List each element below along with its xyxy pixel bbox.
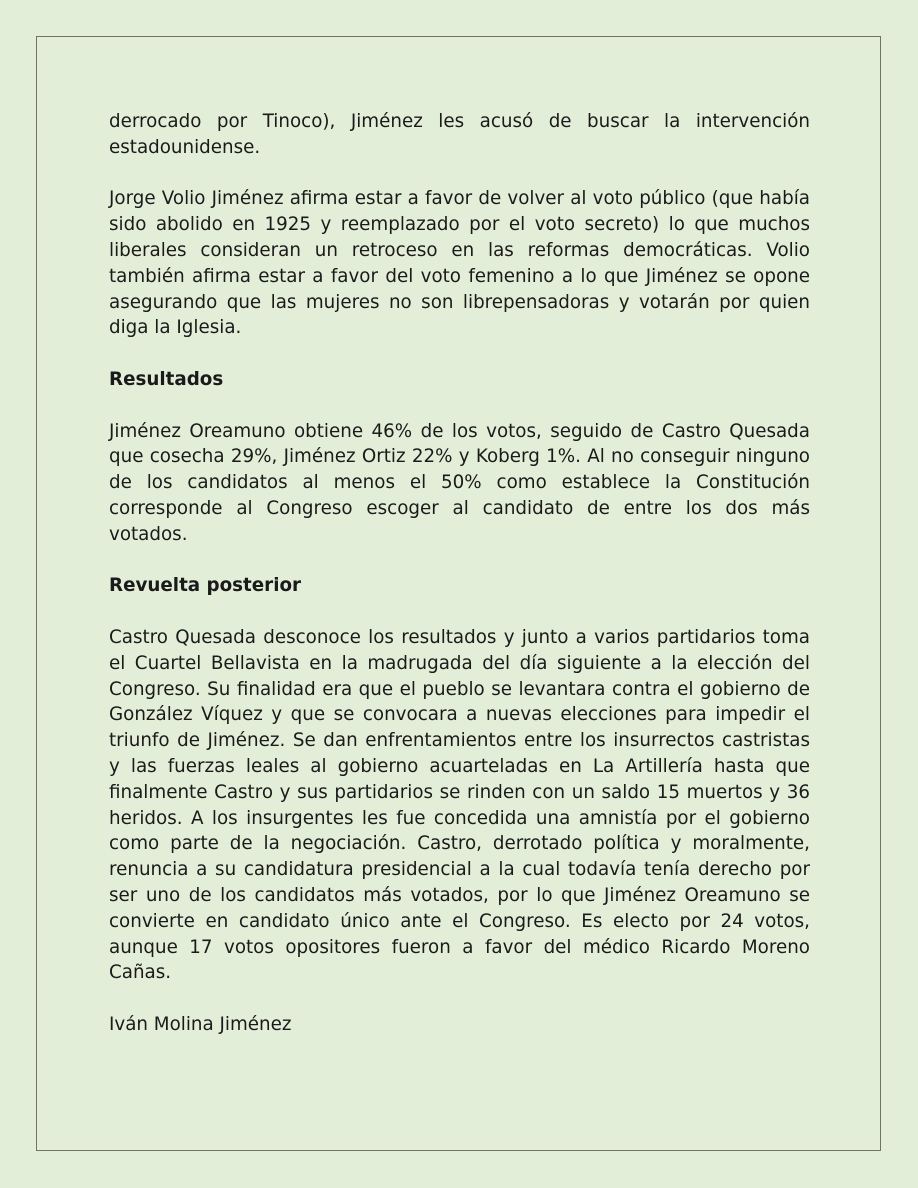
author-signature: Iván Molina Jiménez <box>109 1013 292 1035</box>
page-frame <box>36 36 881 1151</box>
document-body <box>109 109 810 1038</box>
paragraph: Jiménez Oreamuno obtiene 46% de los votos, seguido de Castro Quesada que cosecha 29%, Jiménez Ortiz 22% y Koberg 1%. Al no conseguir ninguno de los candidatos al menos el 50% como establece la Constitución corresponde al Congreso escoger al candidato de entre los dos más votados. <box>109 420 810 545</box>
section-heading-revolt: Revuelta posterior <box>109 575 302 597</box>
paragraph: Jorge Volio Jiménez afirma estar a favor de volver al voto público (que había sido abolido en 1925 y reemplazado por el voto secreto) lo que muchos liberales consideran un retroceso en las reformas democráticas. Volio también afirma estar a favor del voto femenino a lo que Jiménez se opone asegurando que las mujeres no son librepensadoras y votarán por quien diga la Iglesia. <box>109 188 810 339</box>
paragraph: Castro Quesada desconoce los resultados y junto a varios partidarios toma el Cuartel Bellavista en la madrugada del día siguiente a la elección del Congreso. Su finalidad era que el pueblo se levantara contra el gobierno de González Víquez y que se convocara a nuevas elecciones para impedir el triunfo de Jiménez. Se dan enfrentamientos entre los insurrectos castristas y las fuerzas leales al gobierno acuarteladas en La Artillería hasta que finalmente Castro y sus partidarios se rinden con un saldo 15 muertos y 36 heridos. A los insurgentes les fue concedida una amnistía por el gobierno como parte de la negociación. Castro, derrotado política y moralmente, renuncia a su candidatura presidencial a la cual todavía tenía derecho por ser uno de los candidatos más votados, por lo que Jiménez Oreamuno se convierte en candidato único ante el Congreso. Es electo por 24 votos, aunque 17 votos opositores fueron a favor del médico Ricardo Moreno Cañas. <box>109 626 810 984</box>
section-heading-results: Resultados <box>109 368 224 390</box>
paragraph: derrocado por Tinoco), Jiménez les acusó de buscar la intervención estadounidense. <box>109 111 810 158</box>
